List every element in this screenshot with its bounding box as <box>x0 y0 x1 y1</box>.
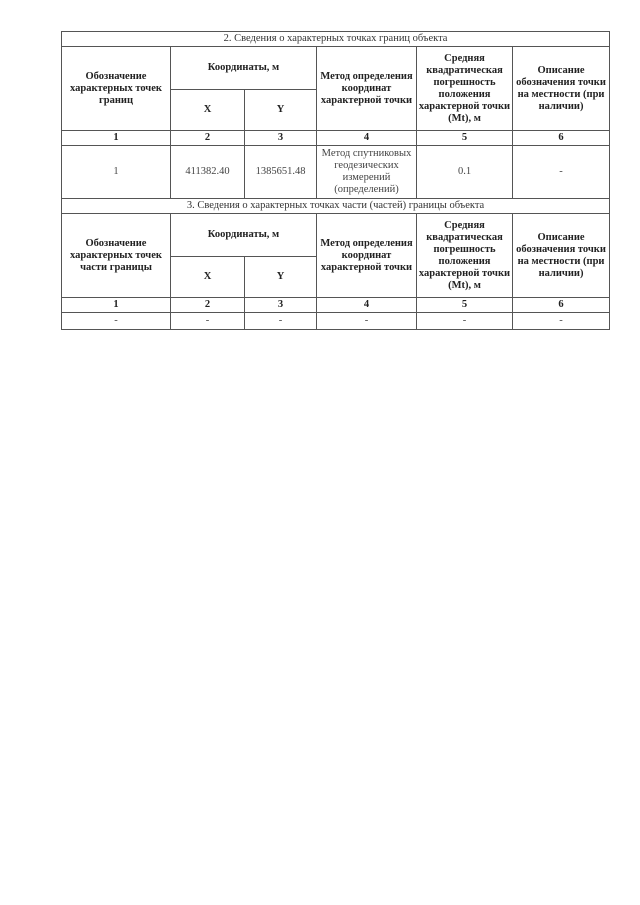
document-sheet <box>61 31 609 330</box>
table-row <box>62 313 610 330</box>
s3-cell-method: - <box>317 313 417 330</box>
s2-cell-point: 1 <box>62 146 171 199</box>
s3-cell-point: - <box>62 313 171 330</box>
s3-header-designation: Обозначение характерных точек части границы <box>62 214 171 298</box>
s3-header-x: X <box>171 257 245 298</box>
s2-header-description: Описание обозначения точки на местности (при наличии) <box>513 47 610 131</box>
s3-header-method: Метод определения координат характерной точки <box>317 214 417 298</box>
s2-colnum-2: 2 <box>171 131 245 146</box>
s3-cell-description: - <box>513 313 610 330</box>
s2-cell-y: 1385651.48 <box>245 146 317 199</box>
s2-header-designation: Обозначение характерных точек границ <box>62 47 171 131</box>
s3-colnum-3: 3 <box>245 298 317 313</box>
s3-cell-y: - <box>245 313 317 330</box>
s2-cell-x: 411382.40 <box>171 146 245 199</box>
s2-header-method: Метод определения координат характерной точки <box>317 47 417 131</box>
s3-colnum-5: 5 <box>417 298 513 313</box>
s3-colnum-4: 4 <box>317 298 417 313</box>
s2-colnum-3: 3 <box>245 131 317 146</box>
s3-colnum-2: 2 <box>171 298 245 313</box>
s3-colnum-1: 1 <box>62 298 171 313</box>
boundary-points-table <box>61 31 610 330</box>
s2-header-x: X <box>171 90 245 131</box>
s2-colnum-6: 6 <box>513 131 610 146</box>
s3-header-y: Y <box>245 257 317 298</box>
section2-title: 2. Сведения о характерных точках границ объекта <box>62 32 610 47</box>
s2-header-y: Y <box>245 90 317 131</box>
s2-header-error: Средняя квадратическая погрешность положения характерной точки (Mt), м <box>417 47 513 131</box>
table-row <box>62 146 610 199</box>
section3-title: 3. Сведения о характерных точках части (частей) границы объекта <box>62 199 610 214</box>
s2-header-coordinates: Координаты, м <box>171 47 317 90</box>
s2-cell-method: Метод спутниковых геодезических измерений (определений) <box>317 146 417 199</box>
s3-header-error: Средняя квадратическая погрешность положения характерной точки (Mt), м <box>417 214 513 298</box>
s2-colnum-1: 1 <box>62 131 171 146</box>
s3-header-coordinates: Координаты, м <box>171 214 317 257</box>
s2-cell-error: 0.1 <box>417 146 513 199</box>
s3-cell-error: - <box>417 313 513 330</box>
s2-colnum-5: 5 <box>417 131 513 146</box>
s2-cell-description: - <box>513 146 610 199</box>
s3-header-description: Описание обозначения точки на местности (при наличии) <box>513 214 610 298</box>
s3-cell-x: - <box>171 313 245 330</box>
s2-colnum-4: 4 <box>317 131 417 146</box>
s3-colnum-6: 6 <box>513 298 610 313</box>
